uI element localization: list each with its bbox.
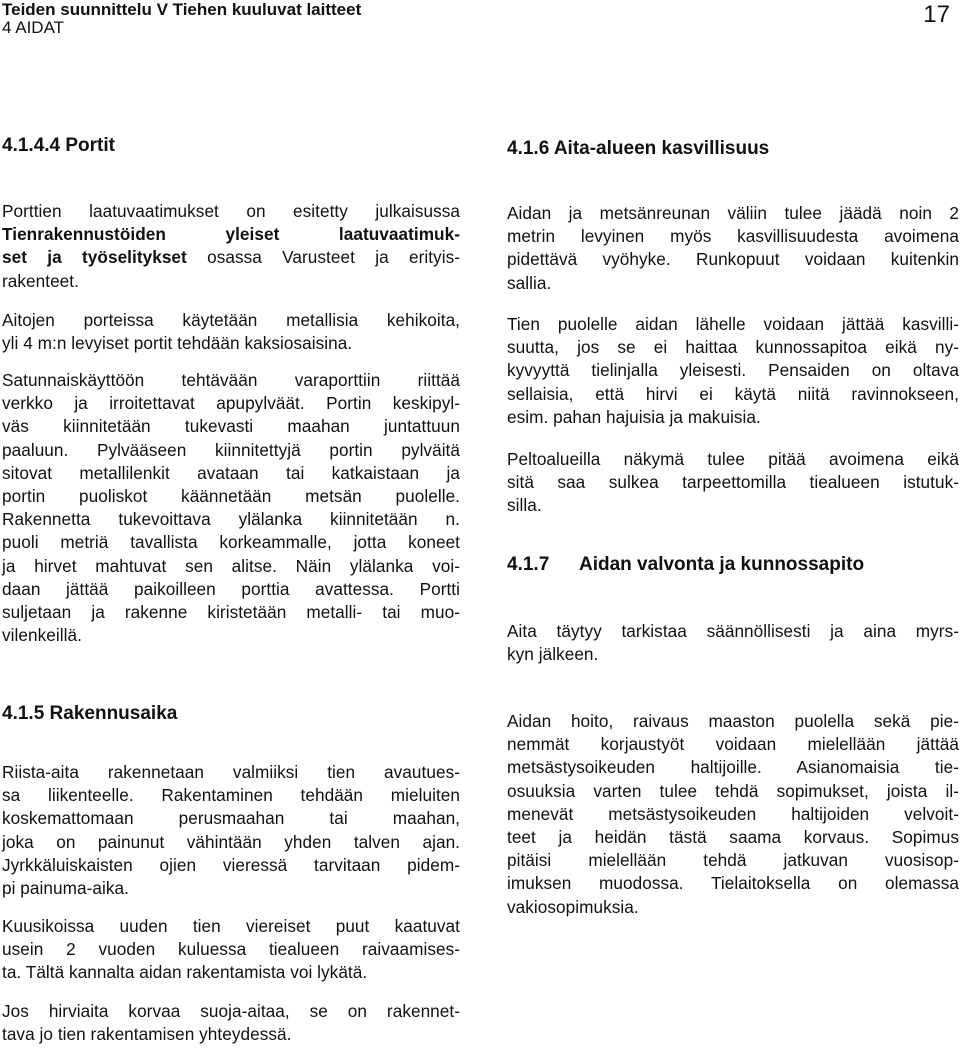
paragraph-rakennusaika-1: [2, 761, 460, 900]
text-line: joka on painunut vähintään yhden talven ajan.: [2, 831, 460, 852]
text-line: paaluun. Pylvääseen kiinnitettyjä portin pylväitä: [2, 439, 460, 460]
text-line: vakiosopimuksia.: [507, 896, 639, 917]
text-line: väs kiinnitetään tukevasti maahan juntattuun: [2, 416, 460, 437]
text-line: sa liikenteelle. Rakentaminen tehdään mieluiten: [2, 785, 460, 806]
paragraph-kasvillisuus-3: [507, 448, 959, 518]
text-line: pi painuma-aika.: [2, 878, 129, 899]
text-line: Jyrkkäluiskaisten ojien vieressä tarvitaan pidem-: [2, 854, 460, 875]
text-line: vilenkeillä.: [2, 625, 82, 646]
paragraph-valvonta-1: [507, 620, 959, 666]
text-line: rakenteet.: [2, 270, 79, 291]
text-line: ta. Tältä kannalta aidan rakentamista voi lykätä.: [2, 962, 368, 983]
text-line: pitäisi mielellään tehdä jatkuvan vuosisop-: [507, 850, 959, 871]
text-line: esim. pahan hajuisia ja makuisia.: [507, 406, 761, 427]
text-line: teet ja heidän tästä saama korvaus. Sopimus: [507, 827, 959, 848]
text-line: koskemattomaan perusmaahan tai maahan,: [2, 808, 460, 829]
text-line: Aita täytyy tarkistaa säännöllisesti ja aina myrs-: [507, 621, 959, 641]
text-line: sallia.: [507, 272, 552, 293]
text-line: metsästysoikeuden haltijoille. Asianomaisia tie-: [507, 757, 959, 778]
text-line: suutta, jos se ei haittaa kunnossapitoa eikä ny-: [507, 337, 959, 358]
page-number: 17: [923, 1, 950, 28]
text-line: Tien puolelle aidan lähelle voidaan jättää kasvilli-: [507, 314, 959, 334]
text-line: Tienrakennustöiden yleiset laatuvaatimuk-: [2, 224, 460, 245]
text-line: Kuusikoissa uuden tien viereiset puut kaatuvat: [2, 916, 460, 936]
text-line: Porttien laatuvaatimukset on esitetty julkaisussa: [2, 201, 460, 221]
text-line: suljetaan ja rakenne kiristetään metalli- tai muo-: [2, 602, 460, 623]
paragraph-portit-3: [2, 369, 460, 647]
text-line: portin puoliskot käännetään metsän puolelle.: [2, 486, 460, 507]
heading-portit: 4.1.4.4 Portit: [2, 135, 115, 156]
text-line: Aitojen porteissa käytetään metallisia kehikoita,: [2, 310, 460, 330]
text-line: pidettävä vyöhyke. Runkopuut voidaan kuitenkin: [507, 249, 959, 270]
heading-rakennusaika: 4.1.5 Rakennusaika: [2, 703, 178, 724]
text-line: tava jo tien rakentamisen yhteydessä.: [2, 1024, 292, 1045]
text-line: yli 4 m:n levyiset portit tehdään kaksiosaisina.: [2, 333, 353, 354]
paragraph-kasvillisuus-2: [507, 313, 959, 429]
paragraph-portit-2: [2, 309, 460, 355]
text-line: verkko ja irroitettavat apupylväät. Portin keskipyl-: [2, 393, 460, 414]
text-line: ja hirvet mahtuvat sen alitse. Näin ylälanka voi-: [2, 555, 460, 576]
text-line: Riista-aita rakennetaan valmiiksi tien avautues-: [2, 762, 460, 782]
text-line: kyn jälkeen.: [507, 644, 599, 665]
text-line: Rakennetta tukevoittava ylälanka kiinnitetään n.: [2, 509, 460, 530]
paragraph-rakennusaika-3: [2, 1000, 460, 1046]
heading-valvonta: [507, 553, 864, 577]
text-line: silla.: [507, 495, 542, 516]
text-line: metrin levyinen myös kasvillisuudesta avoimena: [507, 226, 959, 247]
text-fragment: osassa Varusteet ja erityis-: [186, 247, 460, 268]
text-line: daan jättää paikoilleen porttia avattessa. Portti: [2, 578, 460, 599]
text-line: Aidan hoito, raivaus maaston puolella sekä pie-: [507, 711, 959, 731]
running-title: Teiden suunnittelu V Tiehen kuuluvat laitteet: [2, 0, 362, 19]
text-line: nemmät korjaustyöt voidaan mielellään jättää: [507, 734, 959, 755]
text-line: osuuksia varten tulee tehdä sopimukset, joista il-: [507, 780, 959, 801]
text-line: Peltoalueilla näkymä tulee pitää avoimena eikä: [507, 449, 959, 469]
text-line: [2, 246, 460, 269]
chapter-label: 4 AIDAT: [2, 18, 65, 37]
text-line: imuksen muodossa. Tielaitoksella on olemassa: [507, 873, 959, 894]
text-line: Jos hirviaita korvaa suoja-aitaa, se on rakennet-: [2, 1001, 460, 1021]
heading-text: Aidan valvonta ja kunnossapito: [579, 554, 865, 575]
text-line: menevät metsästysoikeuden haltijoiden velvoit-: [507, 803, 959, 824]
paragraph-portit-1: [2, 200, 460, 293]
text-line: sitä saa sulkea tarpeettomilla tiealueen istutuk-: [507, 472, 959, 493]
text-line: sitovat metallilenkit avataan tai katkaistaan ja: [2, 462, 460, 483]
paragraph-valvonta-2: [507, 710, 959, 919]
publication-title: set ja työselitykset: [2, 247, 187, 268]
text-line: Aidan ja metsänreunan väliin tulee jäädä noin 2: [507, 203, 959, 223]
paragraph-rakennusaika-2: [2, 915, 460, 985]
text-line: Satunnaiskäyttöön tehtävään varaporttiin riittää: [2, 370, 460, 390]
text-line: sellaisia, että hirvi ei käytä niitä ravinnokseen,: [507, 383, 959, 404]
paragraph-kasvillisuus-1: [507, 202, 959, 295]
text-line: puoli metriä tavallista korkeammalle, jotta koneet: [2, 532, 460, 553]
heading-number: 4.1.7: [507, 554, 550, 575]
page-header: [0, 0, 960, 44]
text-line: usein 2 vuoden kuluessa tiealueen raivaamises-: [2, 939, 460, 960]
text-line: kyvyyttä tielinjalla yleisesti. Pensaiden on oltava: [507, 360, 959, 381]
heading-kasvillisuus: 4.1.6 Aita-alueen kasvillisuus: [507, 138, 770, 159]
